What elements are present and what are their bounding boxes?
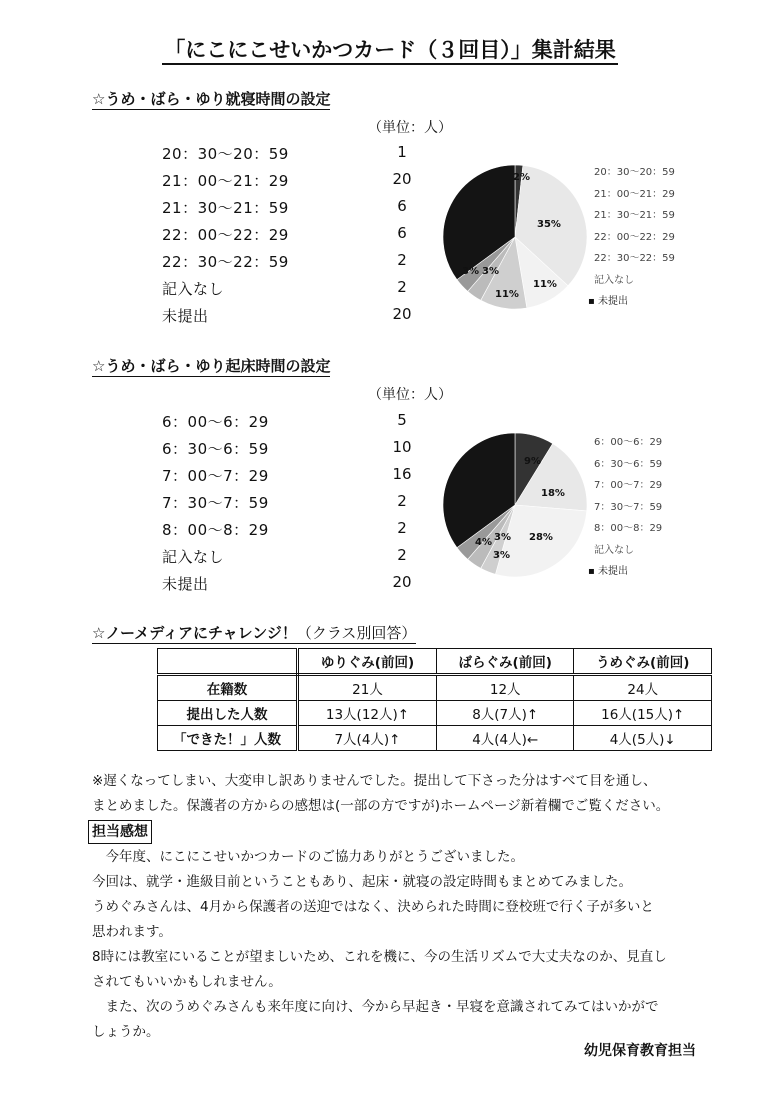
signature: 幼児保育教育担当 <box>584 1043 696 1059</box>
count-row-value: 2 <box>397 251 407 269</box>
table-corner-cell <box>158 649 298 675</box>
table-row-header: 「できた！」人数 <box>158 726 298 751</box>
count-row-value: 20 <box>392 170 412 188</box>
waketime-pct-label: 4% <box>475 537 492 548</box>
bedtime-pct-label: 11% <box>533 279 557 290</box>
comment-line: されてもいいかもしれません。 <box>92 974 282 990</box>
note-line: まとめました。保護者の方からの感想は(一部の方ですが)ホームページ新着欄でご覧ください。 <box>92 798 670 814</box>
table-cell: 16人(15人)↑ <box>574 701 712 726</box>
count-row-value: 1 <box>397 143 407 161</box>
table-cell: 13人(12人)↑ <box>298 701 437 726</box>
legend-entry: 20：30～20：59 <box>594 167 675 178</box>
bedtime-pct-label: 3% <box>482 266 499 277</box>
waketime-pct-label: 3% <box>493 550 510 561</box>
comment-line: 今回は、就学・進級目前ということもあり、起床・就寝の設定時間もまとめてみました。 <box>92 874 632 890</box>
waketime-pct-label: 3% <box>494 532 511 543</box>
bedtime-heading: ☆うめ・ばら・ゆり就寝時間の設定 <box>92 90 331 108</box>
table-cell: 12人 <box>436 675 574 701</box>
count-row-label: 未提出 <box>162 575 209 593</box>
legend-entry: ▪ 未提出 <box>588 566 628 577</box>
legend-entry: 22：30～22：59 <box>594 253 675 264</box>
legend-entry: 記入なし <box>594 274 634 286</box>
count-row-value: 16 <box>392 465 412 483</box>
legend-entry: 21：30～21：59 <box>594 210 675 221</box>
table-header-cell: ばらぐみ(前回) <box>436 649 574 675</box>
table-cell: 4人(5人)↓ <box>574 726 712 751</box>
count-row-value: 2 <box>397 492 407 510</box>
legend-entry: 6：30～6：59 <box>594 458 663 470</box>
bedtime-pct-label: 2% <box>513 172 530 183</box>
bedtime-unit: （単位：人） <box>368 120 452 136</box>
count-row-value: 5 <box>397 411 407 429</box>
bedtime-legend <box>588 162 675 313</box>
count-row-label: 6：00～6：29 <box>162 413 269 431</box>
bedtime-pct-label: 3% <box>462 266 479 277</box>
count-row-value: 10 <box>392 438 412 456</box>
table-header-cell: ゆりぐみ(前回) <box>298 649 437 675</box>
nomedia-table <box>157 648 712 751</box>
legend-entry: ▪ 未提出 <box>588 296 628 307</box>
comment-line: うめぐみさんは、4月から保護者の送迎ではなく、決められた時間に登校班で行く子が多いと <box>92 899 654 915</box>
table-row <box>158 675 712 701</box>
count-row-value: 2 <box>397 546 407 564</box>
bedtime-pct-label: 35% <box>537 219 561 230</box>
table-row <box>158 701 712 726</box>
waketime-heading: ☆うめ・ばら・ゆり起床時間の設定 <box>92 357 331 375</box>
table-row <box>158 726 712 751</box>
legend-entry: 22：00～22：29 <box>594 231 675 243</box>
comment-line: 思われます。 <box>92 924 172 940</box>
count-row-label: 8：00～8：29 <box>162 521 269 539</box>
table-cell: 24人 <box>574 675 712 701</box>
count-row-label: 未提出 <box>162 307 209 325</box>
comment-label: 担当感想 <box>88 820 152 844</box>
count-row-label: 20：30～20：59 <box>162 145 289 163</box>
waketime-pie-chart <box>440 430 590 580</box>
legend-entry: 記入なし <box>594 544 634 556</box>
count-row-label: 7：30～7：59 <box>162 494 269 512</box>
table-row-header: 在籍数 <box>158 675 298 701</box>
table-cell: 21人 <box>298 675 437 701</box>
legend-entry: 7：00～7：29 <box>594 480 663 491</box>
count-row-label: 22：30～22：59 <box>162 253 289 271</box>
count-row-label: 22：00～22：29 <box>162 226 289 244</box>
bedtime-pct-label: 11% <box>495 289 519 300</box>
count-row-label: 21：00～21：29 <box>162 172 289 190</box>
waketime-pct-label: 28% <box>529 532 553 543</box>
waketime-legend <box>588 432 663 583</box>
count-row-value: 2 <box>397 519 407 537</box>
waketime-pct-label: 9% <box>524 456 541 467</box>
waketime-pct-label: 18% <box>541 488 565 499</box>
comment-line: 今年度、にこにこせいかつカードのご協力ありがとうございました。 <box>92 849 524 865</box>
legend-entry: 6：00～6：29 <box>594 437 663 448</box>
count-row-value: 20 <box>392 573 412 591</box>
count-row-value: 20 <box>392 305 412 323</box>
comment-line: 8時には教室にいることが望ましいため、これを機に、今の生活リズムで大丈夫なのか、見直し <box>92 949 667 965</box>
legend-entry: 7：30～7：59 <box>594 501 663 513</box>
note-paragraph <box>92 769 712 819</box>
legend-entry: 21：00～21：29 <box>594 188 675 200</box>
count-row-value: 6 <box>397 197 407 215</box>
legend-entry: 8：00～8：29 <box>594 523 663 534</box>
nomedia-heading: ☆ノーメディアにチャレンジ！（クラス別回答） <box>92 624 417 642</box>
count-row-label: 記入なし <box>162 548 225 566</box>
table-cell: 4人(4人)← <box>436 726 574 751</box>
table-cell: 8人(7人)↑ <box>436 701 574 726</box>
count-row-label: 7：00～7：29 <box>162 467 269 485</box>
count-row-label: 6：30～6：59 <box>162 440 269 458</box>
comment-line: また、次のうめぐみさんも来年度に向け、今から早起き・早寝を意識されてみてはいかがで <box>92 999 659 1015</box>
waketime-unit: （単位：人） <box>368 387 452 403</box>
comment-line: しょうか。 <box>92 1024 160 1040</box>
table-row-header: 提出した人数 <box>158 701 298 726</box>
comment-paragraph <box>92 845 712 1045</box>
table-cell: 7人(4人)↑ <box>298 726 437 751</box>
note-line: ※遅くなってしまい、大変申し訳ありませんでした。提出して下さった分はすべて目を通し、 <box>92 773 657 789</box>
count-row-value: 6 <box>397 224 407 242</box>
count-row-label: 21：30～21：59 <box>162 199 289 217</box>
table-header-cell: うめぐみ(前回) <box>574 649 712 675</box>
count-row-label: 記入なし <box>162 280 225 298</box>
count-row-value: 2 <box>397 278 407 296</box>
page-title: 「にこにこせいかつカード（３回目）」集計結果 <box>0 34 780 64</box>
